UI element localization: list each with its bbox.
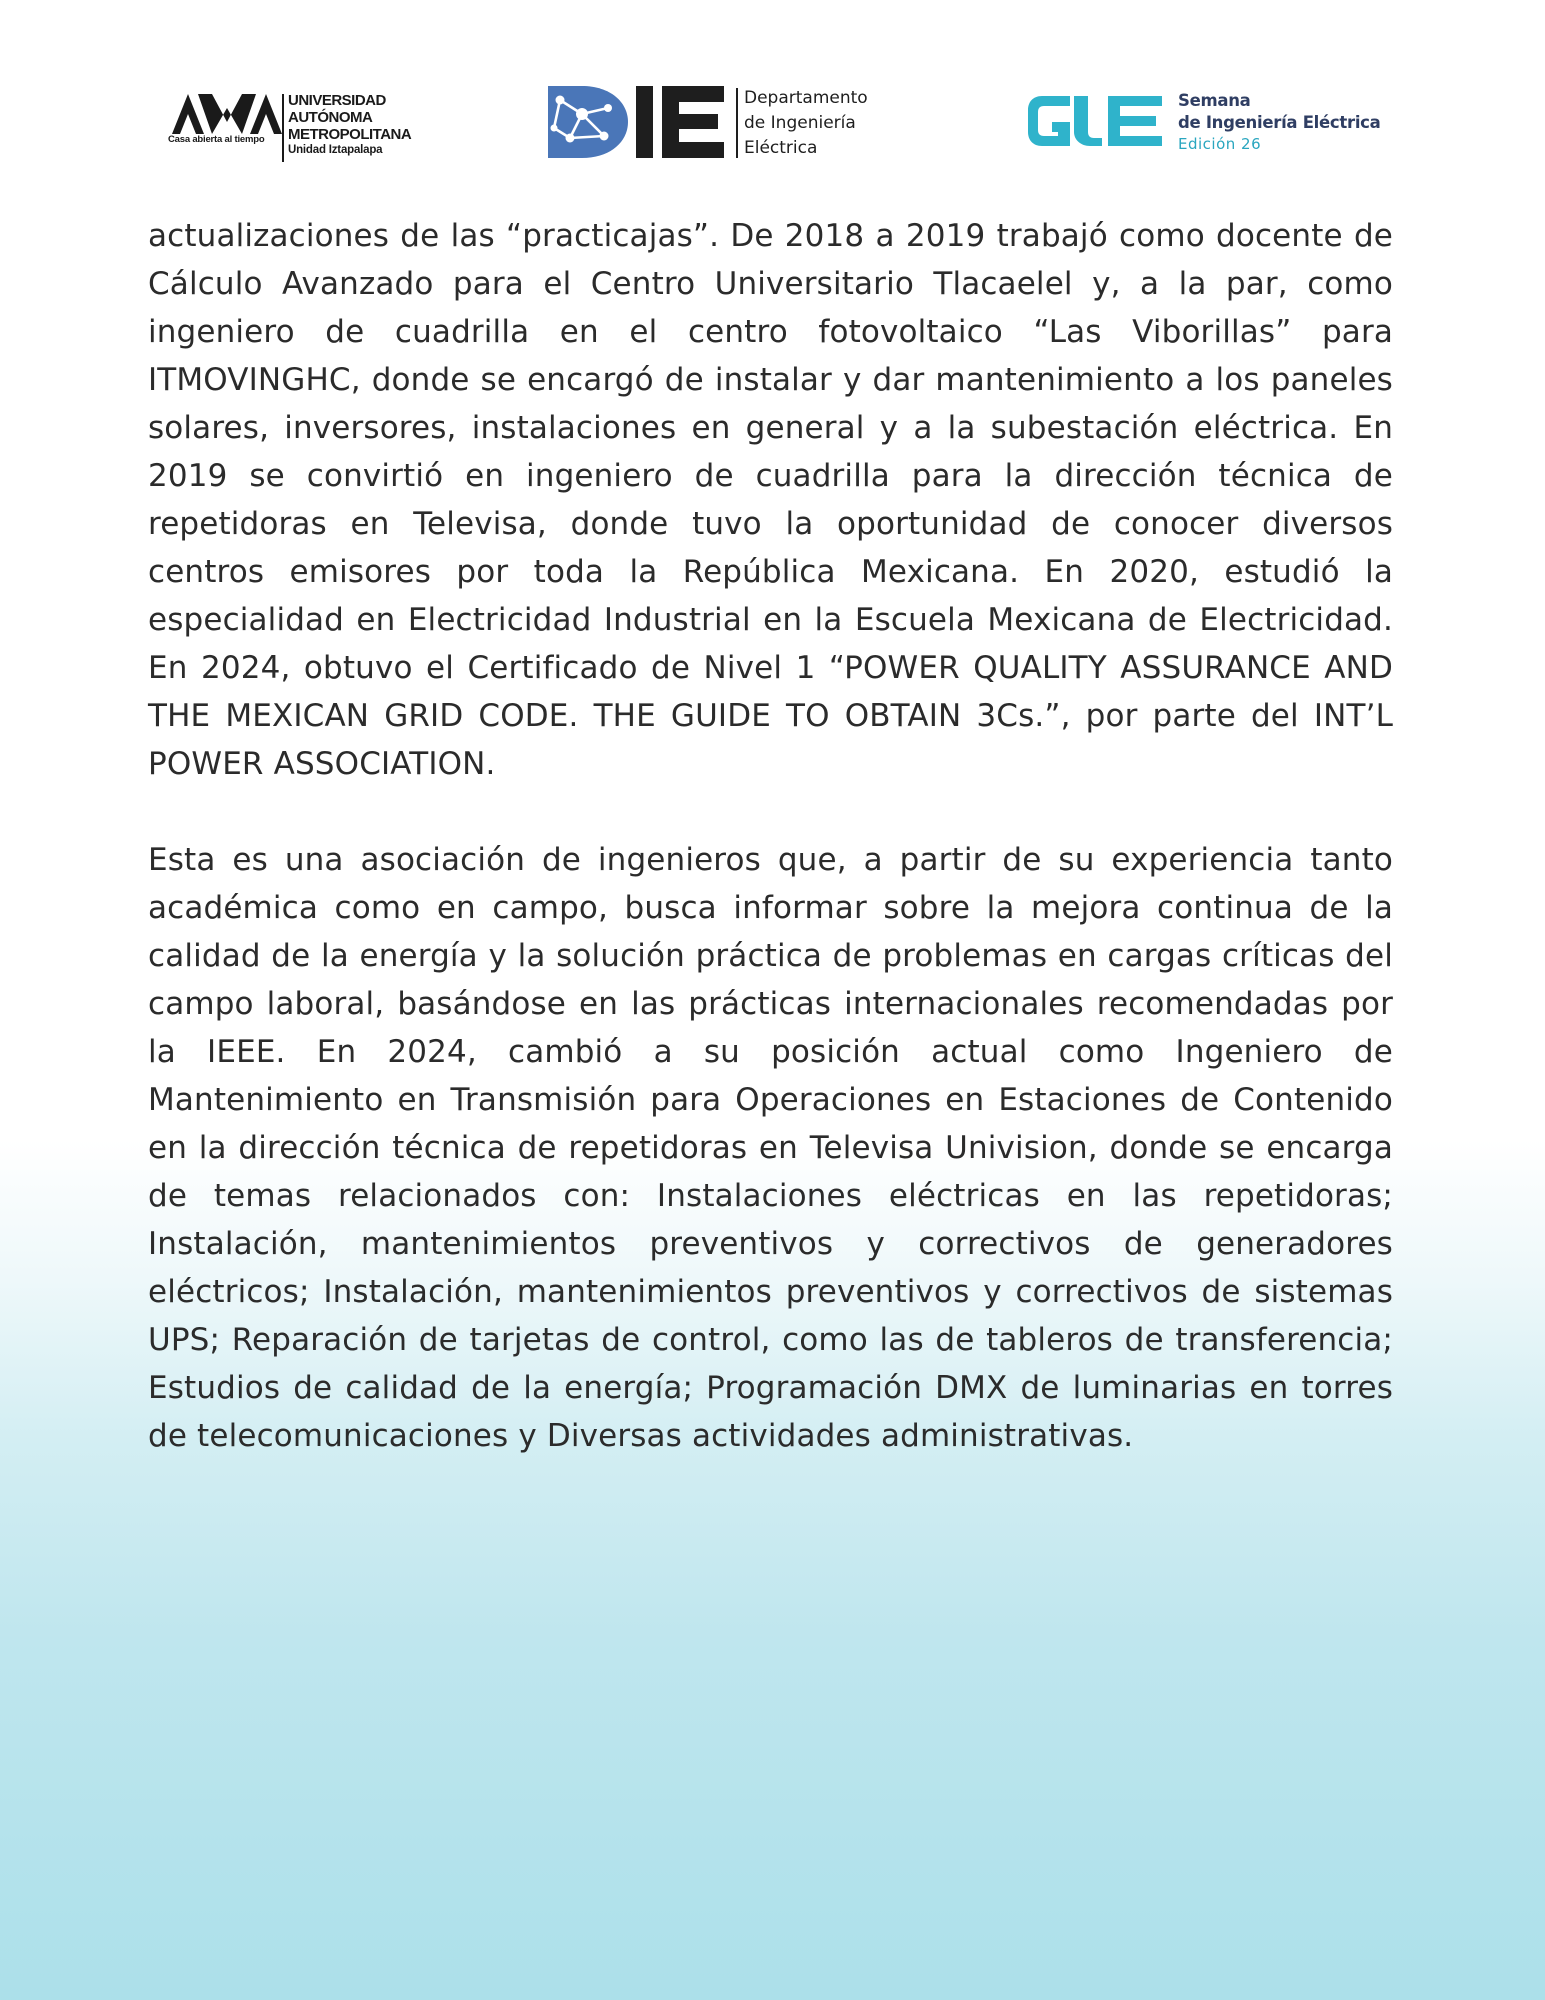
uam-wordmark: [288, 92, 411, 157]
sie-line-2: de Ingeniería Eléctrica: [1178, 113, 1381, 132]
body-paragraph-1: actualizaciones de las “practicajas”. De 2018 a 2019 trabajó como docente de Cálculo Avanzado para el Centro Universitario Tlacaelel y, a la par, como ingeniero de cuadrilla en el centro fotovoltaico “Las Viborillas” para ITMOVINGHC, donde se encargó de instalar y dar mantenimiento a los paneles solares, inversores, instalaciones en general y a la subestación eléctrica. En 2019 se convirtió en ingeniero de cuadrilla para la dirección técnica de repetidoras en Televisa, donde tuvo la oportunidad de conocer diversos centros emisores por toda la República Mexicana. En 2020, estudió la especialidad en Electricidad Industrial en la Escuela Mexicana de Electricidad. En 2024, obtuvo el Certificado de Nivel 1 “POWER QUALITY ASSURANCE AND THE MEXICAN GRID CODE. THE GUIDE TO OBTAIN 3Cs.”, por parte del INT’L POWER ASSOCIATION.: [148, 218, 1393, 782]
uam-line-2: AUTÓNOMA: [288, 109, 373, 126]
sie-logo: [1024, 88, 1404, 162]
die-divider: [736, 88, 738, 158]
sie-wordmark: [1178, 90, 1381, 155]
body-paragraph-2: Esta es una asociación de ingenieros que, a partir de su experiencia tanto académica como en campo, busca informar sobre la mejora continua de la calidad de la energía y la solución práctica de problemas en cargas críticas del campo laboral, basándose en las prácticas internacionales recomendadas por la IEEE. En 2024, cambió a su posición actual como Ingeniero de Mantenimiento en Transmisión para Operaciones en Estaciones de Contenido en la dirección técnica de repetidoras en Televisa Univision, donde se encarga de temas relacionados con: Instalaciones eléctricas en las repetidoras; Instalación, mantenimientos preventivos y correctivos de generadores eléctricos; Instalación, mantenimientos preventivos y correctivos de sistemas UPS; Reparación de tarjetas de control, como las de tableros de transferencia; Estudios de calidad de la energía; Programación DMX de luminarias en torres de telecomunicaciones y Diversas actividades administrativas.: [148, 842, 1393, 1454]
die-line-1: Departamento: [744, 88, 868, 108]
die-wordmark: [744, 86, 868, 161]
document-body: [148, 212, 1393, 1460]
sie-line-3: Edición 26: [1178, 135, 1262, 153]
sie-line-1: Semana: [1178, 91, 1251, 110]
uam-line-4: Unidad Iztapalapa: [288, 144, 383, 156]
uam-line-1: UNIVERSIDAD: [288, 92, 386, 109]
uam-emblem-icon: [172, 94, 282, 134]
sie-emblem-icon: [1024, 92, 1166, 150]
die-line-2: de Ingeniería: [744, 113, 856, 133]
uam-logo: [168, 86, 428, 166]
die-line-3: Eléctrica: [744, 138, 818, 158]
page-header: [0, 80, 1545, 170]
uam-tagline: Casa abierta al tiempo: [168, 134, 265, 145]
die-logo: [548, 84, 908, 164]
uam-line-3: METROPOLITANA: [288, 126, 412, 143]
die-network-d-icon: [548, 84, 728, 160]
uam-divider: [282, 94, 284, 162]
